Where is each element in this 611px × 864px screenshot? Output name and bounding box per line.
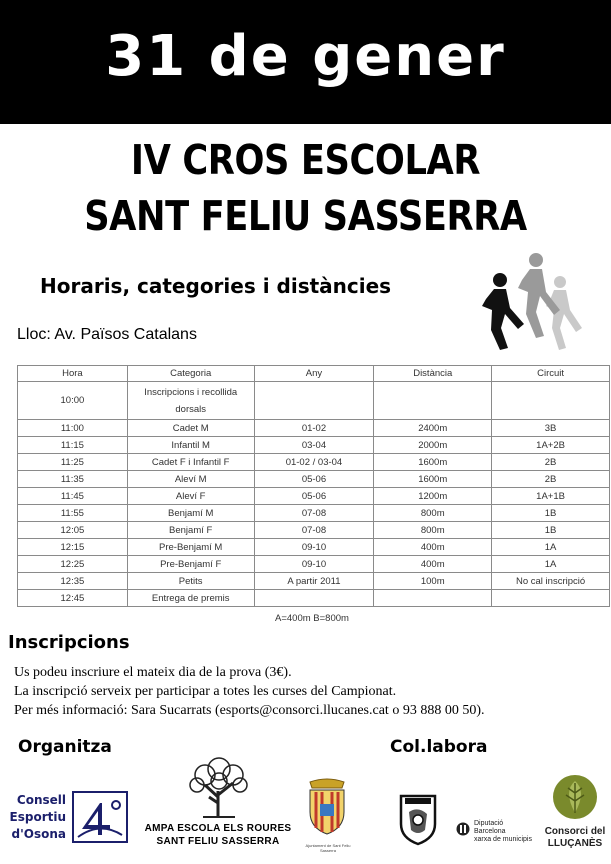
cell-hora: 11:45 bbox=[18, 488, 128, 505]
cell-hora: 10:00 bbox=[18, 382, 128, 420]
table-row bbox=[18, 590, 610, 607]
cell-any: 07-08 bbox=[254, 505, 374, 522]
cell-circuit bbox=[492, 382, 610, 420]
cell-categoria: Benjamí M bbox=[127, 505, 254, 522]
cell-distancia bbox=[374, 382, 492, 420]
collabora-heading: Col.labora bbox=[390, 737, 488, 757]
consell-line: d'Osona bbox=[11, 827, 66, 841]
inscripcions-line: La inscripció serveix per participar a totes les curses del Campionat. bbox=[14, 684, 397, 699]
cell-distancia: 2400m bbox=[374, 420, 492, 437]
date-banner bbox=[0, 0, 611, 124]
organitza-heading: Organitza bbox=[18, 737, 112, 757]
event-title-line2: SANT FELIU SASSERRA bbox=[84, 192, 527, 240]
consorci-leaf-icon bbox=[551, 773, 599, 821]
table-row bbox=[18, 382, 610, 420]
cell-any: 05-06 bbox=[254, 471, 374, 488]
cell-any: 09-10 bbox=[254, 539, 374, 556]
diputacio-line: Diputació bbox=[474, 820, 504, 827]
event-title-line1: IV CROS ESCOLAR bbox=[130, 136, 481, 184]
cell-circuit: 2B bbox=[492, 471, 610, 488]
diputacio-line: xarxa de municipis bbox=[474, 836, 532, 843]
consorci-name bbox=[540, 826, 610, 850]
ampa-line: SANT FELIU SASSERRA bbox=[156, 836, 280, 847]
cell-distancia: 1600m bbox=[374, 454, 492, 471]
cell-hora: 11:55 bbox=[18, 505, 128, 522]
header-any: Any bbox=[254, 366, 374, 382]
cell-any: A partir 2011 bbox=[254, 573, 374, 590]
cell-any: 01-02 / 03-04 bbox=[254, 454, 374, 471]
cell-distancia: 800m bbox=[374, 505, 492, 522]
cell-any: 09-10 bbox=[254, 556, 374, 573]
table-header-row bbox=[18, 366, 610, 382]
runners-icon bbox=[478, 244, 588, 356]
table-row bbox=[18, 505, 610, 522]
cell-distancia: 400m bbox=[374, 556, 492, 573]
cell-categoria: Cadet F i Infantil F bbox=[127, 454, 254, 471]
ampa-name bbox=[138, 822, 298, 848]
cell-categoria: Pre-Benjamí F bbox=[127, 556, 254, 573]
cell-distancia: 1200m bbox=[374, 488, 492, 505]
cell-any bbox=[254, 382, 374, 420]
header-distancia: Distància bbox=[374, 366, 492, 382]
consorci-line: LLUÇANÈS bbox=[547, 838, 603, 849]
cell-categoria: Inscripcions i recollida dorsals bbox=[127, 382, 254, 420]
consell-line: Consell bbox=[16, 793, 66, 807]
cell-hora: 11:15 bbox=[18, 437, 128, 454]
cell-circuit: 2B bbox=[492, 454, 610, 471]
schedule-subtitle: Horaris, categories i distàncies bbox=[40, 274, 392, 298]
cell-circuit: 1A+1B bbox=[492, 488, 610, 505]
location-text: Lloc: Av. Països Catalans bbox=[17, 326, 197, 343]
cell-circuit: 1B bbox=[492, 505, 610, 522]
club-emblem-icon bbox=[397, 790, 439, 846]
cell-hora: 12:05 bbox=[18, 522, 128, 539]
table-row bbox=[18, 539, 610, 556]
table-row bbox=[18, 420, 610, 437]
schedule-table bbox=[17, 365, 610, 607]
cell-distancia: 800m bbox=[374, 522, 492, 539]
cell-circuit bbox=[492, 590, 610, 607]
cell-circuit: 1A bbox=[492, 556, 610, 573]
circuit-legend-note: A=400m B=800m bbox=[275, 613, 349, 624]
header-circuit: Circuit bbox=[492, 366, 610, 382]
date-heading: 31 de gener bbox=[105, 24, 506, 89]
table-row bbox=[18, 522, 610, 539]
cell-categoria: Infantil M bbox=[127, 437, 254, 454]
cell-categoria: Petits bbox=[127, 573, 254, 590]
table-row bbox=[18, 437, 610, 454]
cell-distancia: 100m bbox=[374, 573, 492, 590]
header-categoria: Categoria bbox=[127, 366, 254, 382]
consell-esportiu-emblem-icon bbox=[72, 791, 128, 843]
cell-hora: 12:15 bbox=[18, 539, 128, 556]
diputacio-mark-icon bbox=[456, 822, 470, 836]
consell-line: Esportiu bbox=[9, 810, 66, 824]
cell-circuit: 1B bbox=[492, 522, 610, 539]
inscripcions-heading: Inscripcions bbox=[8, 632, 130, 653]
table-row bbox=[18, 573, 610, 590]
header-hora: Hora bbox=[18, 366, 128, 382]
table-row bbox=[18, 471, 610, 488]
cell-categoria: Cadet M bbox=[127, 420, 254, 437]
cell-categoria: Aleví M bbox=[127, 471, 254, 488]
cell-circuit: 1A+2B bbox=[492, 437, 610, 454]
inscripcions-line: Us podeu inscriure el mateix dia de la prova (3€). bbox=[14, 665, 292, 680]
cell-hora: 12:35 bbox=[18, 573, 128, 590]
ampa-tree-icon bbox=[183, 757, 253, 819]
cell-distancia: 1600m bbox=[374, 471, 492, 488]
cell-categoria: Benjamí F bbox=[127, 522, 254, 539]
cell-hora: 11:35 bbox=[18, 471, 128, 488]
inscripcions-line: Per més informació: Sara Sucarrats (esports@consorci.llucanes.cat o 93 888 00 50). bbox=[14, 703, 485, 718]
cell-any: 05-06 bbox=[254, 488, 374, 505]
table-row bbox=[18, 488, 610, 505]
cell-distancia: 400m bbox=[374, 539, 492, 556]
cell-any: 03-04 bbox=[254, 437, 374, 454]
cell-categoria: Entrega de premis bbox=[127, 590, 254, 607]
consell-esportiu-logo-text bbox=[8, 792, 66, 843]
cell-any: 07-08 bbox=[254, 522, 374, 539]
diputacio-line: Barcelona bbox=[474, 828, 506, 835]
cell-circuit: No cal inscripció bbox=[492, 573, 610, 590]
cell-categoria: Aleví F bbox=[127, 488, 254, 505]
cell-hora: 12:45 bbox=[18, 590, 128, 607]
cell-hora: 11:25 bbox=[18, 454, 128, 471]
ampa-line: AMPA ESCOLA ELS ROURES bbox=[144, 823, 292, 834]
cell-any bbox=[254, 590, 374, 607]
table-row bbox=[18, 454, 610, 471]
cell-hora: 11:00 bbox=[18, 420, 128, 437]
cell-circuit: 3B bbox=[492, 420, 610, 437]
cell-categoria: Pre-Benjamí M bbox=[127, 539, 254, 556]
table-row bbox=[18, 556, 610, 573]
cell-any: 01-02 bbox=[254, 420, 374, 437]
cell-distancia bbox=[374, 590, 492, 607]
consorci-line: Consorci del bbox=[544, 826, 606, 837]
ajuntament-shield-icon bbox=[302, 778, 352, 836]
cell-circuit: 1A bbox=[492, 539, 610, 556]
ajuntament-caption: Ajuntament de Sant Feliu Sasserra bbox=[305, 843, 351, 853]
cell-hora: 12:25 bbox=[18, 556, 128, 573]
cell-distancia: 2000m bbox=[374, 437, 492, 454]
